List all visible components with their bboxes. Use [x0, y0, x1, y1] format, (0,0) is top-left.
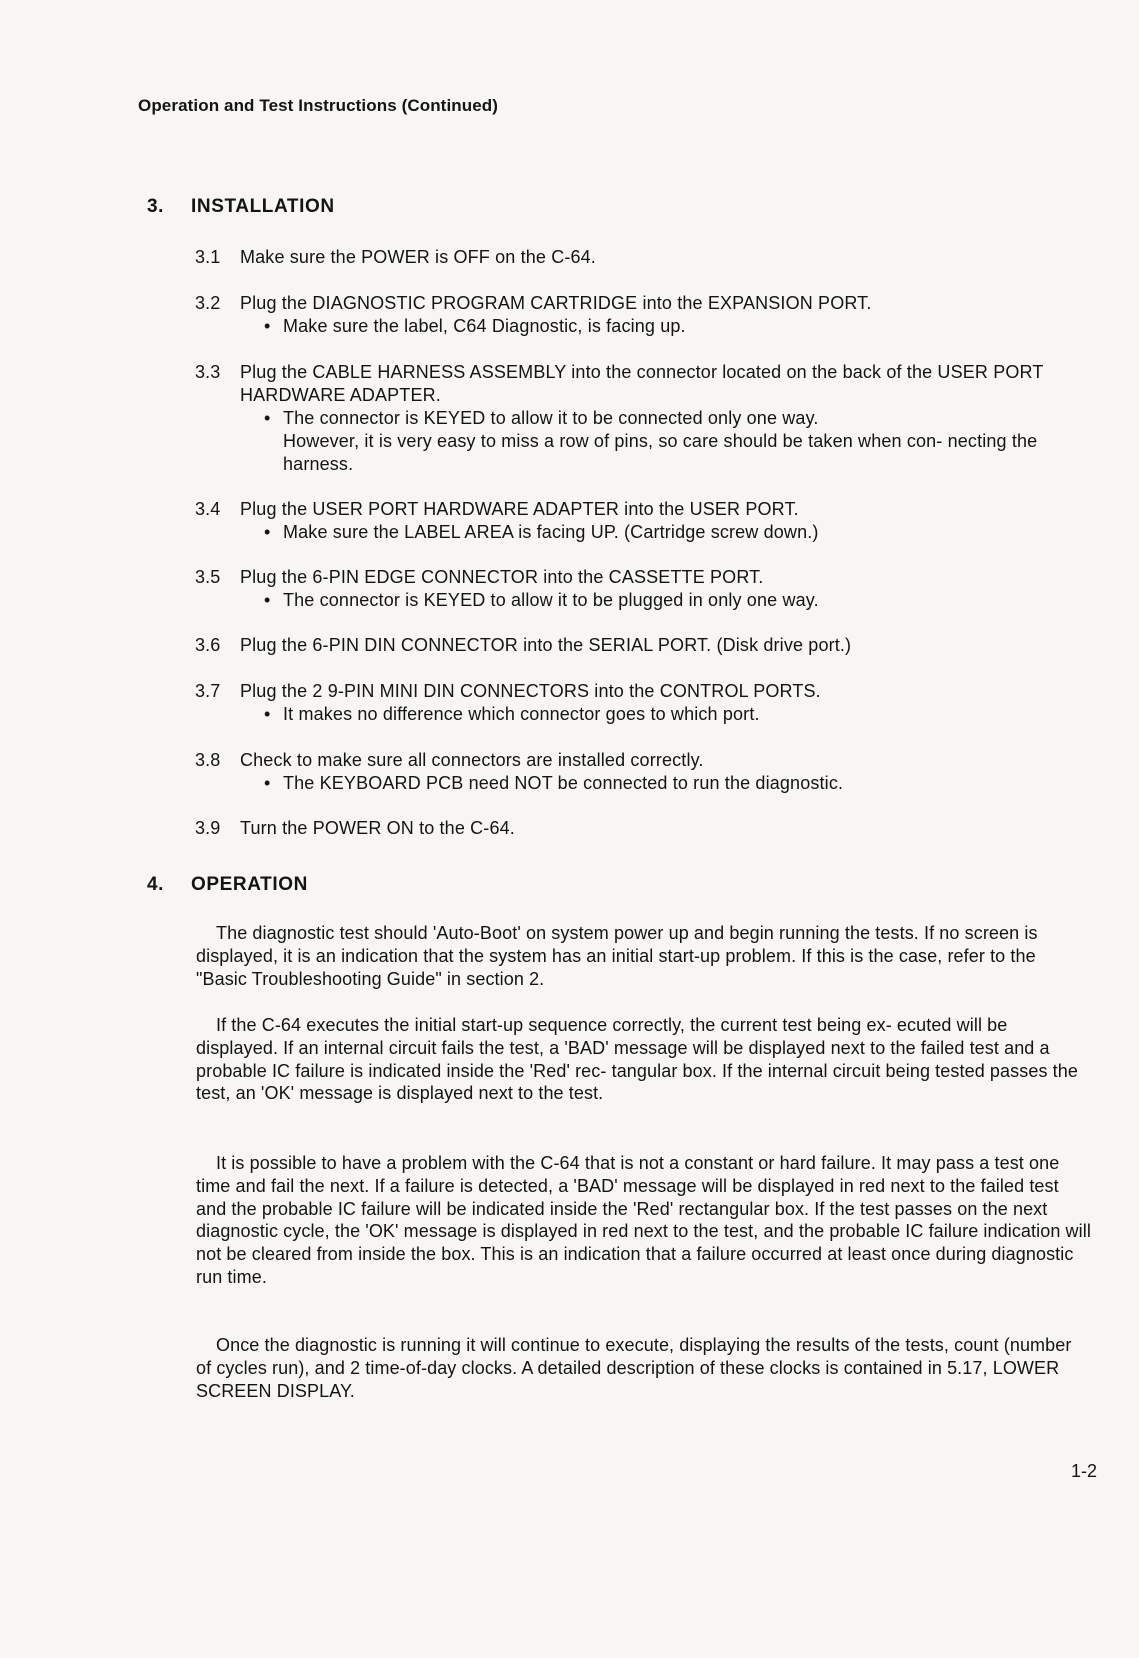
operation-paragraph-4: Once the diagnostic is running it will continue to execute, displaying the results of the tests, count (number of cycles run), and 2 time-of-day clocks. A detailed description of these clocks is contained in 5.17, LOWER SCREEN DISPLAY.	[196, 1335, 1072, 1401]
section-number: 4.	[147, 874, 165, 895]
step-number: 3.3	[195, 362, 221, 382]
step-bullet: • Make sure the LABEL AREA is facing UP. (Cartridge screw down.)	[264, 522, 819, 542]
step-number: 3.9	[195, 818, 221, 838]
step-3-9	[195, 817, 1085, 840]
running-header: Operation and Test Instructions (Continued)	[138, 96, 499, 115]
step-text: Plug the USER PORT HARDWARE ADAPTER into the USER PORT.	[240, 499, 799, 519]
step-3-7	[195, 680, 1085, 726]
step-3-6	[195, 634, 1085, 657]
step-bullet-continuation: However, it is very easy to miss a row of pins, so care should be taken when con- necting the harness.	[283, 431, 1038, 474]
step-number: 3.8	[195, 750, 221, 770]
step-bullet: • The KEYBOARD PCB need NOT be connected to run the diagnostic.	[264, 773, 844, 793]
step-number: 3.5	[195, 567, 221, 587]
operation-paragraph-1: The diagnostic test should 'Auto-Boot' on system power up and begin running the tests. If no screen is displayed, it is an indication that the system has an initial start-up problem. If this is the case, refer to the "Basic Troubleshooting Guide" in section 2.	[196, 923, 1038, 989]
step-3-2	[195, 292, 1085, 338]
step-text: Plug the 6-PIN EDGE CONNECTOR into the CASSETTE PORT.	[240, 567, 764, 587]
bullet-icon: •	[264, 316, 271, 336]
step-number: 3.2	[195, 293, 221, 313]
section-title: OPERATION	[191, 874, 308, 895]
step-text: Plug the DIAGNOSTIC PROGRAM CARTRIDGE into the EXPANSION PORT.	[240, 293, 872, 313]
step-number: 3.1	[195, 247, 221, 267]
step-number: 3.7	[195, 681, 221, 701]
step-number: 3.6	[195, 635, 221, 655]
step-3-3	[195, 361, 1085, 476]
step-number: 3.4	[195, 499, 221, 519]
step-text: Make sure the POWER is OFF on the C-64.	[240, 247, 596, 267]
step-text: Turn the POWER ON to the C-64.	[240, 818, 515, 838]
bullet-icon: •	[264, 773, 271, 793]
bullet-icon: •	[264, 408, 271, 428]
step-3-5	[195, 566, 1085, 612]
page-number: 1-2	[1071, 1461, 1098, 1481]
step-text: Check to make sure all connectors are installed correctly.	[240, 750, 704, 770]
section-number: 3.	[147, 196, 165, 217]
step-bullet: • The connector is KEYED to allow it to be connected only one way.	[264, 408, 819, 428]
step-3-1	[195, 246, 1085, 269]
section-heading-operation	[147, 874, 308, 896]
step-bullet: • It makes no difference which connector goes to which port.	[264, 704, 760, 724]
operation-paragraph-3: It is possible to have a problem with the C-64 that is not a constant or hard failure. It may pass a test one time and fail the next. If a failure is detected, a 'BAD' message will be displayed in red next to the failed test and the probable IC failure will be indicated inside the 'Red' rectangular box. If the test passes on the next diagnostic cycle, the 'OK' message is displayed in red next to the test, and the probable IC failure indication will not be cleared from inside the box. This is an indication that a failure occurred at least once during diagnostic run time.	[196, 1153, 1091, 1287]
step-text: Plug the CABLE HARNESS ASSEMBLY into the connector located on the back of the USER PORT HARDWARE ADAPTER.	[240, 362, 1044, 405]
step-3-8	[195, 749, 1085, 795]
bullet-icon: •	[264, 522, 271, 542]
step-3-4	[195, 498, 1085, 544]
section-title: INSTALLATION	[191, 196, 335, 217]
bullet-icon: •	[264, 590, 271, 610]
operation-paragraph-2: If the C-64 executes the initial start-up sequence correctly, the current test being ex- ecuted will be displayed. If an internal circuit fails the test, a 'BAD' message will be displayed next to the failed test and a probable IC failure is indicated inside the 'Red' rec- tangular box. If the internal circuit being tested passes the test, an 'OK' message is displayed next to the test.	[196, 1015, 1078, 1104]
bullet-icon: •	[264, 704, 271, 724]
section-heading-installation	[147, 196, 335, 218]
step-text: Plug the 2 9-PIN MINI DIN CONNECTORS into the CONTROL PORTS.	[240, 681, 821, 701]
step-bullet: • The connector is KEYED to allow it to be plugged in only one way.	[264, 590, 819, 610]
step-bullet: • Make sure the label, C64 Diagnostic, is facing up.	[264, 316, 686, 336]
step-text: Plug the 6-PIN DIN CONNECTOR into the SERIAL PORT. (Disk drive port.)	[240, 635, 852, 655]
